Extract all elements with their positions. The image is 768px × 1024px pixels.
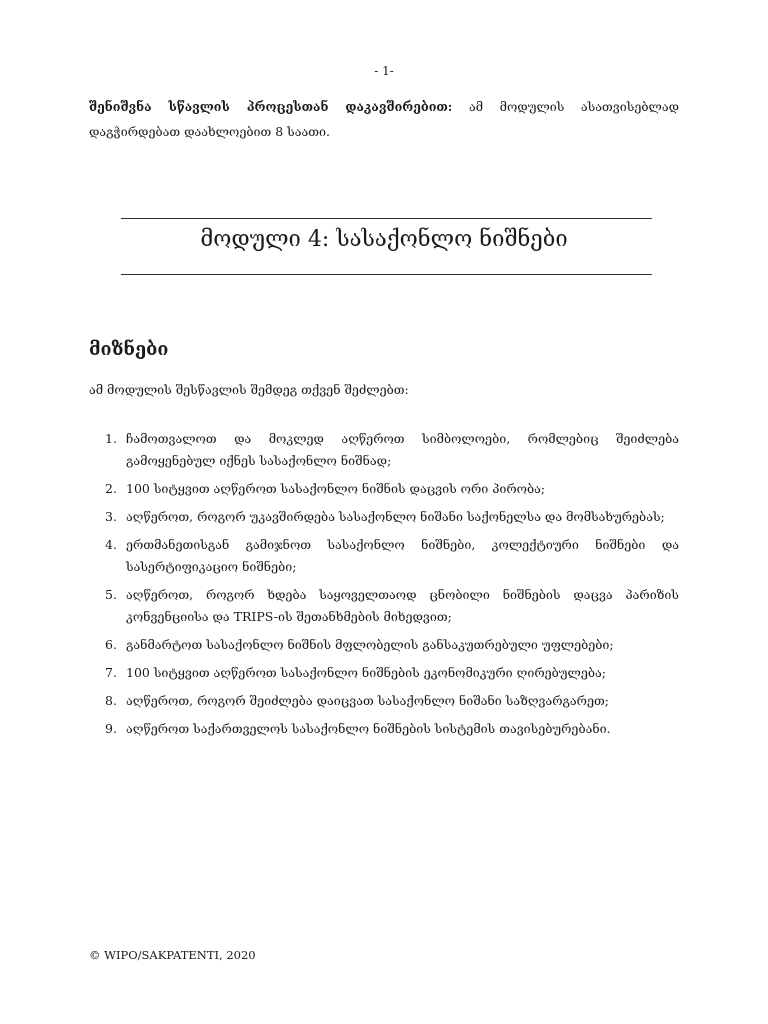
study-note bbox=[89, 94, 679, 144]
objective-item bbox=[89, 718, 679, 740]
objective-number: 5. bbox=[105, 587, 117, 602]
objective-number: 7. bbox=[105, 665, 117, 680]
objective-number: 3. bbox=[105, 509, 117, 524]
objectives-heading: მიზნები bbox=[89, 339, 169, 360]
objective-text: აღწეროთ, როგორ უკავშირდება სასაქონლო ნიშანი საქონელსა და მომსახურებას; bbox=[126, 509, 665, 524]
objective-text: აღწეროთ, როგორ შეიძლება დაიცვათ სასაქონლო ნიშანი საზღვარგარეთ; bbox=[126, 693, 609, 708]
objective-item bbox=[89, 634, 679, 656]
objective-text: ჩამოთვალოთ და მოკლედ აღწეროთ სიმბოლოები, რომლებიც შეიძლება გამოყენებულ იქნეს სასაქონლო ნიშნად; bbox=[126, 431, 679, 468]
objective-item bbox=[89, 690, 679, 712]
objective-item bbox=[89, 428, 679, 472]
objective-text: აღწეროთ საქართველოს სასაქონლო ნიშნების სისტემის თავისებურებანი. bbox=[126, 721, 611, 736]
copyright-footer: © WIPO/SAKPATENTI, 2020 bbox=[89, 948, 256, 962]
objective-number: 6. bbox=[105, 637, 117, 652]
objective-text: ერთმანეთისგან გამიჯნოთ სასაქონლო ნიშნები, კოლექტიური ნიშნები და სასერტიფიკაციო ნიშნები; bbox=[126, 537, 679, 574]
module-title: მოდული 4: სასაქონლო ნიშნები bbox=[200, 227, 568, 252]
objective-text: 100 სიტყვით აღწეროთ სასაქონლო ნიშნების ეკონომიკური ღირებულება; bbox=[126, 665, 606, 680]
objective-number: 4. bbox=[105, 537, 117, 552]
objective-number: 2. bbox=[105, 481, 117, 496]
study-note-label: შენიშვნა სწავლის პროცესთან დაკავშირებით: bbox=[89, 99, 453, 114]
objective-item bbox=[89, 662, 679, 684]
objectives-intro: ამ მოდულის შესწავლის შემდეგ თქვენ შეძლებთ: bbox=[89, 382, 409, 397]
objectives-list bbox=[89, 428, 679, 746]
study-note-text: ამ მოდულის ასათვისებლად დაგჭირდებათ დაახლოებით 8 საათი. bbox=[89, 99, 679, 139]
objective-text: განმარტოთ სასაქონლო ნიშნის მფლობელის განსაკუთრებული უფლებები; bbox=[126, 637, 614, 652]
title-bottom-rule bbox=[121, 274, 652, 275]
objective-text: აღწეროთ, როგორ ხდება საყოველთაოდ ცნობილი ნიშნების დაცვა პარიზის კონვენციისა და TRIPS-ის შეთანხმების მიხედვით; bbox=[126, 587, 679, 624]
objective-item bbox=[89, 478, 679, 500]
objective-text: 100 სიტყვით აღწეროთ სასაქონლო ნიშნის დაცვის ორი პირობა; bbox=[126, 481, 546, 496]
objective-number: 9. bbox=[105, 721, 117, 736]
title-top-rule bbox=[121, 218, 652, 219]
page-number: - 1- bbox=[374, 64, 394, 78]
objective-number: 1. bbox=[105, 431, 117, 446]
objective-item bbox=[89, 584, 679, 628]
objective-item bbox=[89, 506, 679, 528]
objective-item bbox=[89, 534, 679, 578]
objective-number: 8. bbox=[105, 693, 117, 708]
